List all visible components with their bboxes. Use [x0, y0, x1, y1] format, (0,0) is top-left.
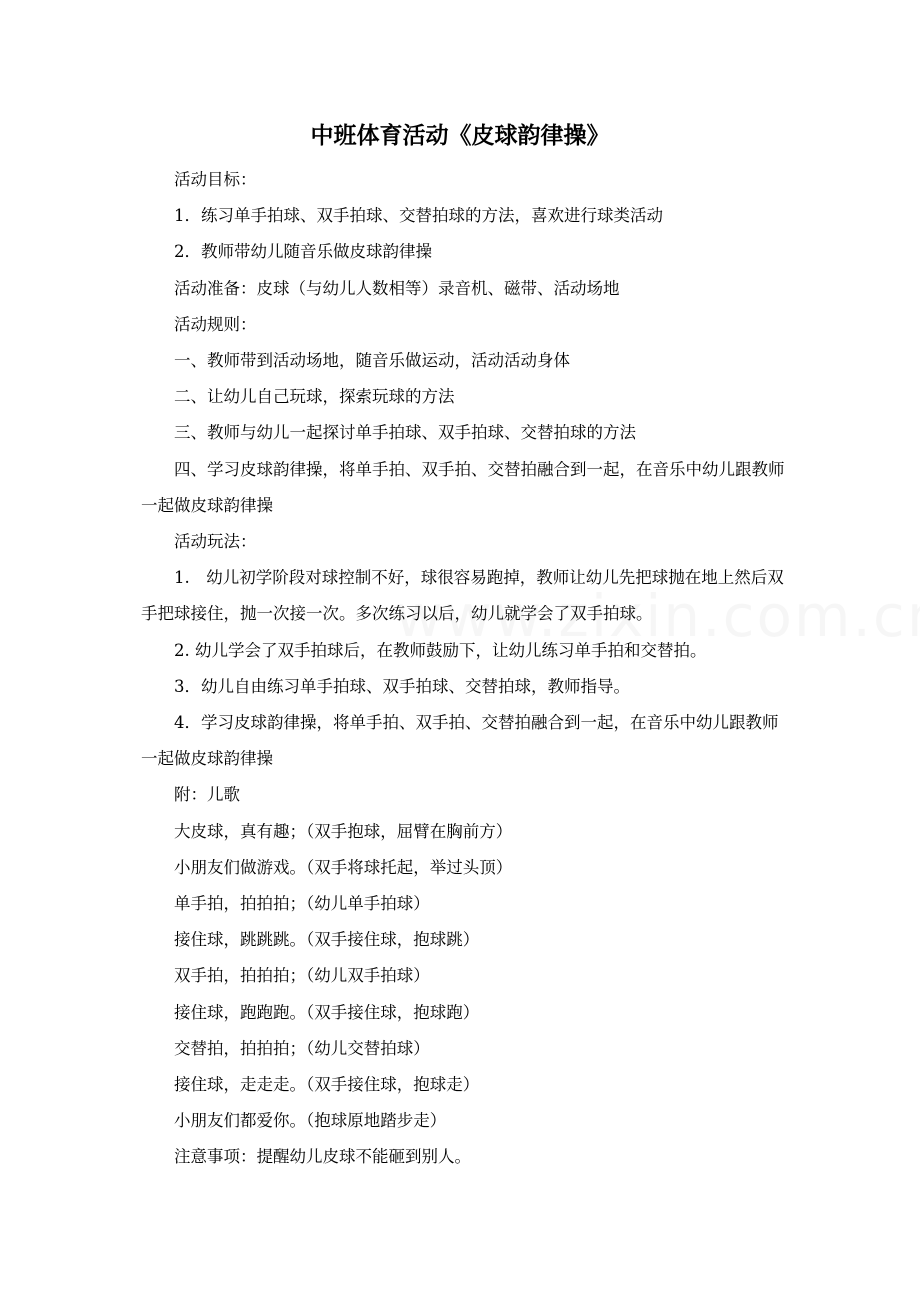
play-item-4: 4．学习皮球韵律操，将单手拍、双手拍、交替拍融合到一起，在音乐中幼儿跟教师一起做皮球韵律操: [141, 713, 779, 769]
appendix-heading: 附：儿歌: [174, 785, 240, 805]
play-item-1: 1. 幼儿初学阶段对球控制不好，球很容易跑掉，教师让幼儿先把球抛在地上然后双手把球接住，抛一次接一次。多次练习以后，幼儿就学会了双手拍球。: [141, 568, 784, 624]
rhyme-line: 大皮球，真有趣；（双手抱球，屈臂在胸前方）: [174, 821, 513, 841]
rule-item-2: 二、让幼儿自己玩球，探索玩球的方法: [174, 387, 455, 407]
section-heading-rules: 活动规则：: [174, 314, 257, 334]
play-item-3: 3．幼儿自由练习单手拍球、双手拍球、交替拍球，教师指导。: [174, 676, 630, 696]
goal-item-2: 2．教师带幼儿随音乐做皮球韵律操: [174, 242, 432, 262]
notes-line: 注意事项：提醒幼儿皮球不能砸到别人。: [174, 1147, 471, 1167]
rhyme-line: 小朋友们都爱你。（抱球原地踏步走）: [174, 1111, 447, 1131]
rhyme-line: 小朋友们做游戏。（双手将球托起，举过头顶）: [174, 857, 513, 877]
rule-item-3: 三、教师与幼儿一起探讨单手拍球、双手拍球、交替拍球的方法: [174, 423, 636, 443]
preparation-line: 活动准备：皮球（与幼儿人数相等）录音机、磁带、活动场地: [174, 278, 620, 298]
document-title: 中班体育活动《皮球韵律操》: [310, 122, 610, 149]
rhyme-line: 接住球，跳跳跳。（双手接住球，抱球跳）: [174, 930, 480, 950]
play-item-2: 2. 幼儿学会了双手拍球后，在教师鼓励下，让幼儿练习单手拍和交替拍。: [174, 640, 707, 660]
rhyme-line: 交替拍，拍拍拍；（幼儿交替拍球）: [174, 1038, 430, 1058]
goal-item-1: 1．练习单手拍球、双手拍球、交替拍球的方法，喜欢进行球类活动: [174, 206, 663, 226]
section-heading-goals: 活动目标：: [174, 170, 257, 189]
rhyme-line: 接住球，走走走。（双手接住球，抱球走）: [174, 1075, 480, 1095]
section-heading-play: 活动玩法：: [174, 532, 257, 552]
rhyme-line: 双手拍，拍拍拍；（幼儿双手拍球）: [174, 966, 430, 986]
rhyme-line: 接住球，跑跑跑。（双手接住球，抱球跑）: [174, 1002, 480, 1022]
rule-item-4: 四、学习皮球韵律操，将单手拍、双手拍、交替拍融合到一起，在音乐中幼儿跟教师一起做皮球韵律操: [141, 459, 785, 515]
document-body: [141, 162, 786, 1176]
rule-item-1: 一、教师带到活动场地，随音乐做运动，活动活动身体: [174, 351, 570, 371]
rhyme-line: 单手拍，拍拍拍；（幼儿单手拍球）: [174, 894, 430, 914]
